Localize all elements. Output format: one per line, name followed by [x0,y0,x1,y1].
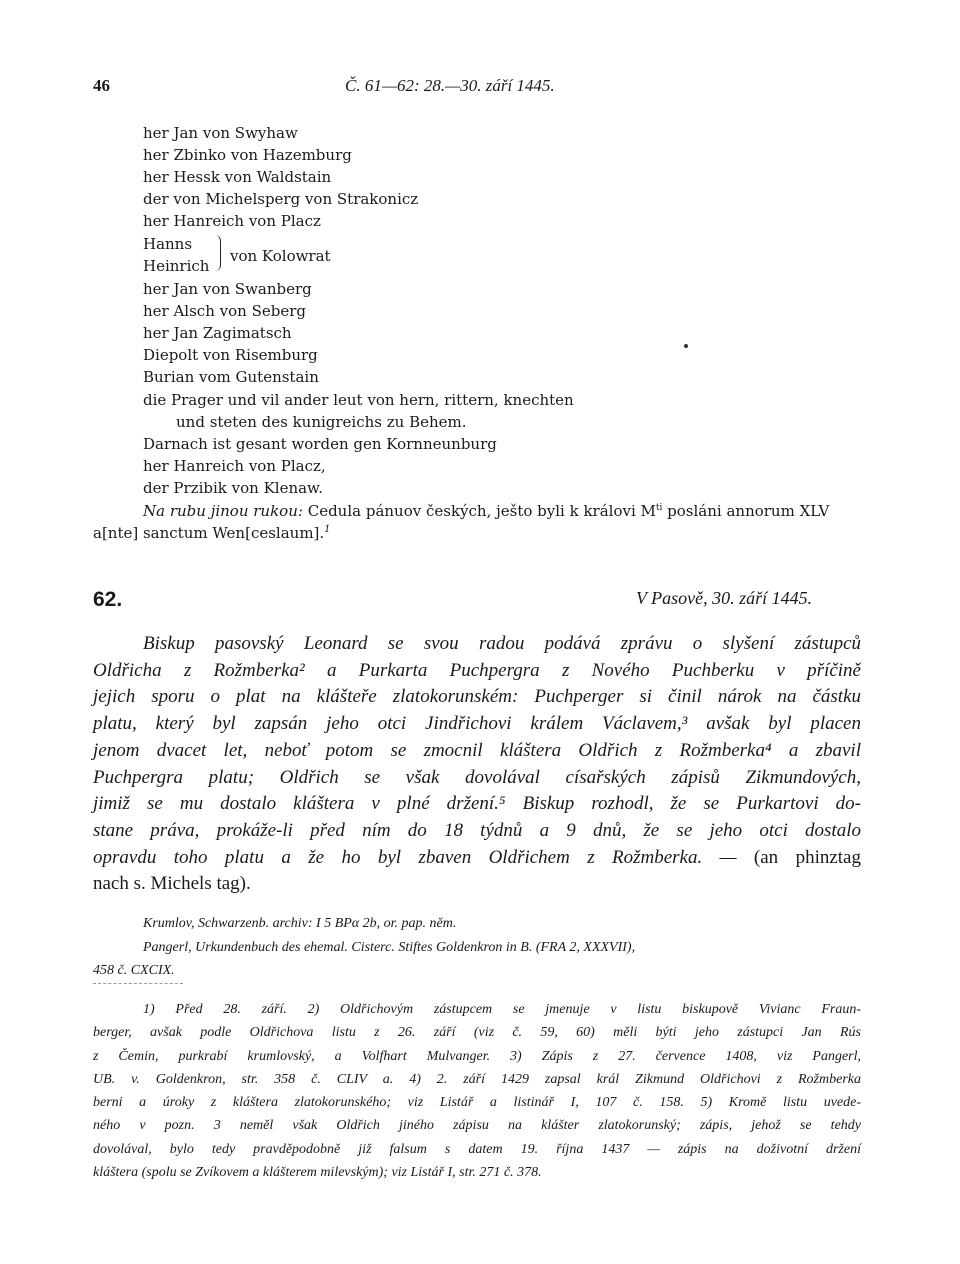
abstract-line: Puchpergra platu; Oldřich se však dovolával císařských zápisů Zikmundových, [93,766,861,788]
abstract-line: jejich sporu o plat na klášteře zlatokorunském: Puchperger si činil nárok na částku [93,686,861,708]
list-line: her Hanreich von Placz [143,212,321,230]
verso-note-label: Na rubu jinou rukou: [143,502,303,520]
list-line: der von Michelsperg von Strakonicz [143,190,419,208]
abstract-line: jimiž se mu dostalo kláštera v plné držení.⁵ Biskup rozhodl, že se Purkartovi do- [93,793,861,815]
source-line: 458 č. CXCIX. [93,963,175,978]
document-place-date: V Pasově, 30. září 1445. [636,588,813,608]
list-line: der Przibik von Klenaw. [143,479,323,497]
abstract-line: Oldřicha z Rožmberka² a Purkarta Puchpergra z Nového Puchberku v příčině [93,659,861,681]
abstract-line: jenom dvacet let, neboť potom se zmocnil kláštera Oldřich z Rožmberka⁴ a zbavil [93,739,861,761]
verso-note-text-end: posláni annorum XLV [662,502,830,520]
list-line: her Hanreich von Placz, [143,457,326,475]
indented-line: und steten des kunigreichs zu Behem. [176,413,467,431]
page-number: 46 [93,76,110,95]
source-line: Pangerl, Urkundenbuch des ehemal. Cisterc. Stiftes Goldenkron in B. (FRA 2, XXXVII), [143,940,636,955]
abstract-line: Biskup pasovský Leonard se svou radou podává zprávu o slyšení zástupců [143,633,861,654]
speck [684,344,688,348]
footnote-line: dovolával, bylo tedy pravděpodobně již falsum s datem 19. října 1437 — zápis na doživotní držení [93,1141,861,1157]
verso-note-sup: ti [655,503,663,513]
verso-note [143,502,829,520]
footnotes [93,998,861,1184]
abstract-line: opravdu toho platu a že ho byl zbaven Oldřichem z Rožmberka. — [93,846,737,868]
list-line: her Jan von Swanberg [143,280,312,298]
brace-bottom: Heinrich [143,257,210,275]
abstract-tail: (an phinztag [753,846,861,868]
abstract-line-8 [93,845,861,872]
abstract [93,631,861,898]
running-title: Č. 61—62: 28.—30. září 1445. [345,76,555,95]
footnote-line: ného v pozn. 3 neměl však Oldřich jiného zápisu na klášter zlatokorunský; zápis, jehož se tehdy [93,1118,861,1134]
list-line: Diepolt von Risemburg [143,346,318,364]
list-line: her Jan Zagimatsch [143,324,292,342]
footnote-line: berni a úroky z kláštera zlatokorunského; viz Listář a listinář I, 107 č. 158. 5) Kromě listu uvede- [93,1095,861,1111]
verso-note-text: Cedula pánuov českých, ješto byli k královi M [307,502,656,520]
footnote-line: 1) Před 28. září. 2) Oldřichovým zástupcem se jmenuje v listu biskupově Vivianc Fraun- [143,1002,861,1017]
footnote-line: z Čemin, purkrabí krumlovský, a Volfhart Mulvanger. 3) Zápis z 27. července 1408, viz Pangerl, [93,1048,861,1064]
document-number: 62. [93,588,123,611]
list-line: Darnach ist gesant worden gen Kornneunburg [143,435,497,453]
list-line: her Zbinko von Hazemburg [143,146,352,164]
source-line: Krumlov, Schwarzenb. archiv: I 5 BPα 2b, or. pap. něm. [143,916,457,931]
list-line: her Alsch von Seberg [143,302,306,320]
abstract-last-line: nach s. Michels tag). [93,873,251,895]
footnote-line: kláštera (spolu se Zvíkovem a klášterem milevským); viz Listář I, str. 271 č. 378. [93,1165,542,1181]
verso-note-line2 [93,524,331,542]
abstract-line: stane práva, prokáže-li před ním do 18 týdnů a 9 dnů, že se jeho otci dostalo [93,819,861,841]
verso-note-line2-text: a[nte] sanctum Wen[ceslaum]. [93,524,325,542]
curly-brace [212,235,221,271]
separator [93,983,183,984]
list-line: her Jan von Swyhaw [143,124,298,142]
list-line: her Hessk von Waldstain [143,168,332,186]
brace-top: Hanns [143,235,193,253]
list-line: Burian vom Gutenstain [143,368,319,386]
footnote-line: berger, avšak podle Oldřichova listu z 26. září (viz č. 59, 60) měli býti jeho zástupci Jan Rús [93,1025,861,1041]
abstract-line: platu, který byl zapsán jeho otci Jindřichovi králem Václavem,³ avšak byl placen [93,713,861,735]
footnote-ref: 1 [324,524,331,535]
brace-right: von Kolowrat [230,247,331,265]
list-line: die Prager und vil ander leut von hern, rittern, knechten [143,391,574,409]
footnote-line: UB. v. Goldenkron, str. 358 č. CLIV a. 4) 2. září 1429 zapsal král Zikmund Oldřichovi z Rožmberka [93,1071,861,1087]
